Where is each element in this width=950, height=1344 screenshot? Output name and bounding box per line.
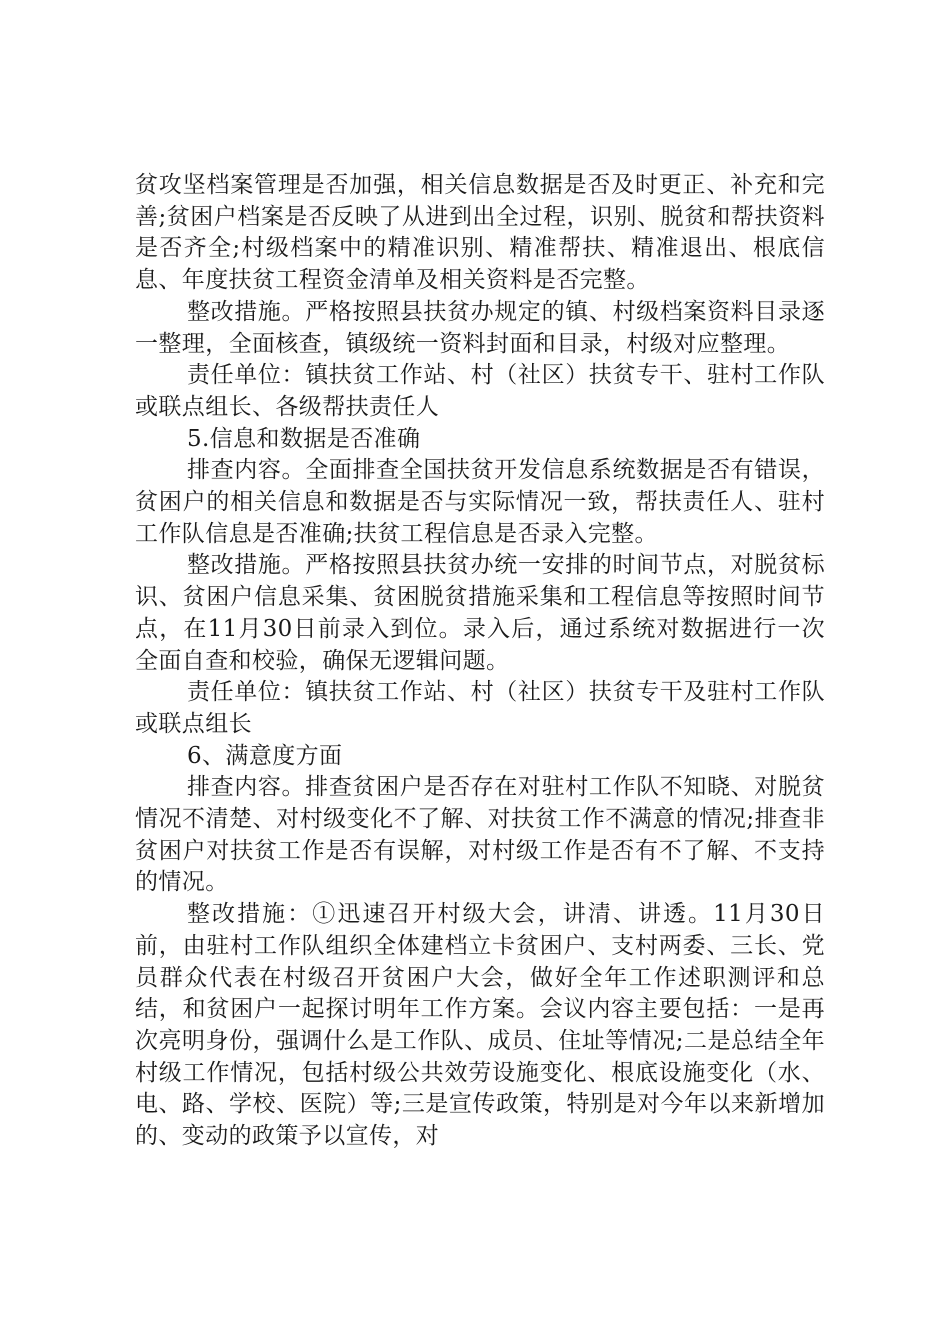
paragraph-data-responsible-unit: 责任单位：镇扶贫工作站、村（社区）扶贫专干及驻村工作队或联点组长 [135,679,825,737]
document-body [135,170,825,1153]
paragraph-archive-rectification: 整改措施。严格按照县扶贫办规定的镇、村级档案资料目录逐一整理，全面核查，镇级统一资料封面和目录，村级对应整理。 [135,298,825,357]
section-heading-data-accuracy: 5.信息和数据是否准确 [187,425,421,452]
paragraph-data-rectification: 整改措施。严格按照县扶贫办统一安排的时间节点，对脱贫标识、贫困户信息采集、贫困脱贫措施采集和工程信息等按照时间节点，在11月30日前录入到位。录入后，通过系统对数据进行一次全面自查和校验，确保无逻辑问题。 [135,552,825,674]
paragraph-satisfaction-check-content: 排查内容。排查贫困户是否存在对驻村工作队不知晓、对脱贫情况不清楚、对村级变化不了解、对扶贫工作不满意的情况;排查非贫困户对扶贫工作是否有误解，对村级工作是否有不了解、不支持的情况。 [135,774,825,896]
section-heading-satisfaction: 6、满意度方面 [187,742,343,769]
paragraph-satisfaction-rectification: 整改措施：①迅速召开村级大会，讲清、讲透。11月30日前，由驻村工作队组织全体建档立卡贫困户、支村两委、三长、党员群众代表在村级召开贫困户大会，做好全年工作述职测评和总结，和贫困户一起探讨明年工作方案。会议内容主要包括：一是再次亮明身份，强调什么是工作队、成员、住址等情况;二是总结全年村级工作情况，包括村级公共效劳设施变化、根底设施变化（水、电、路、学校、医院）等;三是宣传政策，特别是对今年以来新增加的、变动的政策予以宣传，对 [135,901,825,1150]
paragraph-archive-responsible-unit: 责任单位：镇扶贫工作站、村（社区）扶贫专干、驻村工作队或联点组长、各级帮扶责任人 [135,362,825,420]
paragraph-data-check-content: 排查内容。全面排查全国扶贫开发信息系统数据是否有错误，贫困户的相关信息和数据是否与实际情况一致，帮扶责任人、驻村工作队信息是否准确;扶贫工程信息是否录入完整。 [135,457,825,547]
paragraph-archive-check-continuation: 贫攻坚档案管理是否加强，相关信息数据是否及时更正、补充和完善;贫困户档案是否反映了从进到出全过程，识别、脱贫和帮扶资料是否齐全;村级档案中的精准识别、精准帮扶、精准退出、根底信息、年度扶贫工程资金清单及相关资料是否完整。 [135,172,825,294]
